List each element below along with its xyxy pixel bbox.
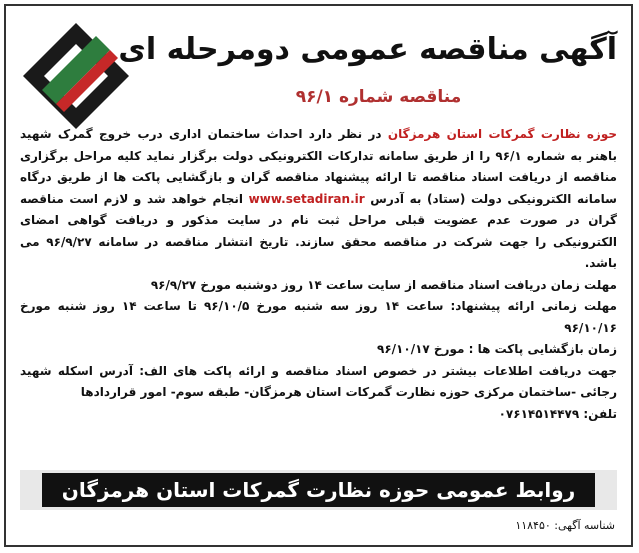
- phone-label: تلفن:: [583, 406, 617, 421]
- ad-body: [20, 124, 617, 425]
- body-paragraph-intro: [20, 124, 617, 275]
- tender-number: مناقصه شماره ۹۶/۱: [295, 87, 462, 107]
- proposal-deadline-label: مهلت زمانی ارائه پیشنهاد:: [450, 299, 617, 313]
- organization-name: حوزه نظارت گمرکات استان هرمزگان: [387, 127, 618, 141]
- opening-date-text: مورخ ۹۶/۱۰/۱۷: [377, 342, 465, 356]
- intro-text-end: انجام خواهد شد و لازم است مناقصه گران در صورت عدم عضویت قبلی مراحل ثبت نام در سایت مذکور و دریافت گواهی امضای الکترونیکی را جهت شرکت در مناقصه محقق سازند. تاریخ انتشار مناقصه در سامانه ۹۶/۹/۲۷ می باشد.: [20, 191, 617, 270]
- opening-date: [20, 339, 617, 361]
- customs-logo-icon: [20, 20, 132, 132]
- intro-text: در نظر دارد احداث ساختمان اداری درب خروج گمرک شهید باهنر به شماره ۹۶/۱ را از طریق سامانه تدارکات الکترونیکی دولت برگزار نماید کلیه مراحل برگزاری مناقصه از دریافت اسناد مناقصه تا ارائه پیشنهاد مناقصه گران و بازگشایی پاکت ها از طریق درگاه سامانه الکترونیکی دولت (ستاد) به آدرس: [20, 127, 617, 206]
- public-relations-band: روابط عمومی حوزه نظارت گمرکات استان هرمزگان: [42, 473, 595, 507]
- document-deadline: مهلت زمان دریافت اسناد مناقصه از سایت ساعت ۱۴ روز دوشنبه مورخ ۹۶/۹/۲۷: [150, 277, 617, 292]
- public-relations-bar: [20, 470, 617, 510]
- tender-advertisement: [4, 4, 633, 547]
- proposal-deadline: [20, 296, 617, 339]
- phone-number: ۰۷۶۱۴۵۱۴۴۷۹: [498, 406, 580, 421]
- ad-id: شناسه آگهی: ۱۱۸۴۵۰: [515, 519, 615, 532]
- ad-title: آگهی مناقصه عمومی دومرحله ای: [118, 32, 617, 67]
- opening-date-label: زمان بازگشایی پاکت ها :: [468, 342, 617, 356]
- website-link[interactable]: www.setadiran.ir: [248, 191, 365, 206]
- contact-info: جهت دریافت اطلاعات بیشتر در خصوص اسناد مناقصه و ارائه پاکت های الف: آدرس اسکله شهید رجائی -ساختمان مرکزی حوزه نظارت گمرکات استان هرمزگان- طبقه سوم- امور قراردادها: [20, 363, 617, 399]
- proposal-deadline-text: ساعت ۱۴ روز سه شنبه مورخ ۹۶/۱۰/۵ تا ساعت ۱۴ روز شنبه مورخ ۹۶/۱۰/۱۶: [20, 299, 617, 335]
- phone-line: [20, 404, 617, 426]
